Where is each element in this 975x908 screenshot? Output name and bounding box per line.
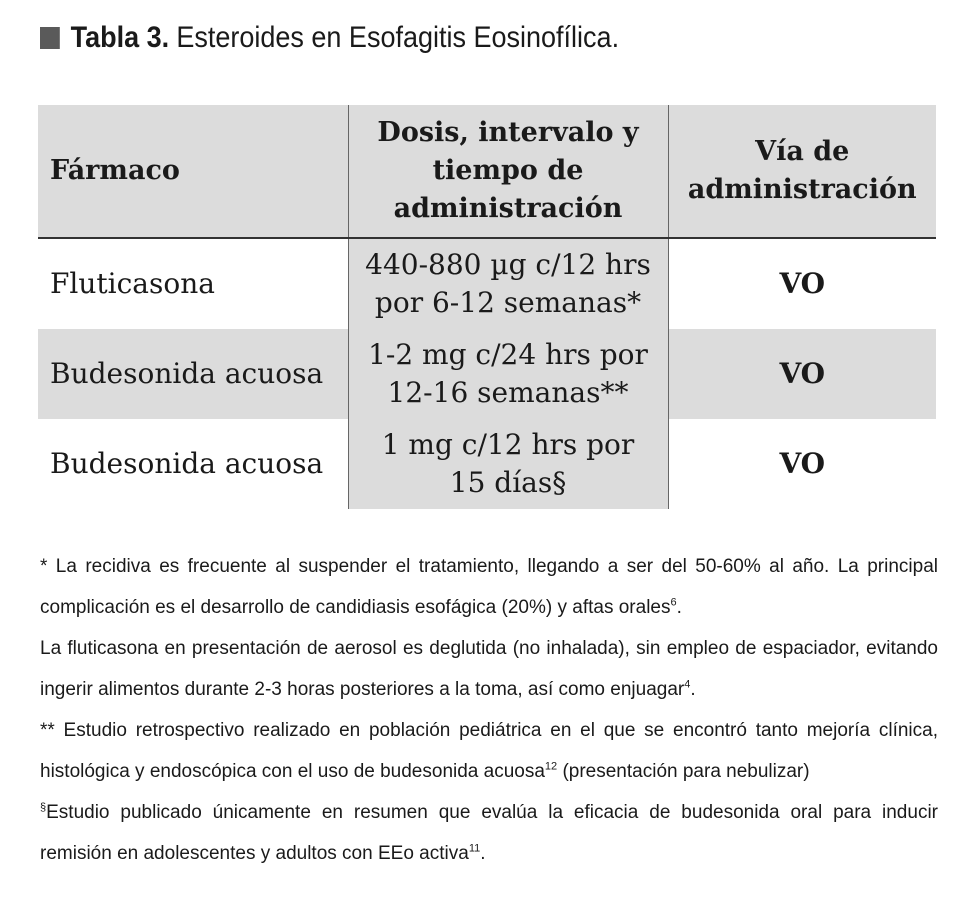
cell-farmaco: Budesonida acuosa xyxy=(38,329,348,419)
table-title xyxy=(40,18,619,58)
footnote-4: §Estudio publicado únicamente en resumen que evalúa la eficacia de budesonida oral para inducir remisión en adolescentes y adultos con EEo activa$^{11}$. xyxy=(40,801,938,864)
footnote-2: La fluticasona en presentación de aerosol es deglutida (no inhalada), sin empleo de espaciador, evitando ingerir alimentos durante 2-3 horas posteriores a la toma, así como enjuagar$^4$. xyxy=(40,638,938,700)
header-via: Vía de administración xyxy=(668,105,936,238)
table-row xyxy=(38,419,936,509)
cell-via: VO xyxy=(668,329,936,419)
table-header-row xyxy=(38,105,936,238)
cell-dosis: 1 mg c/12 hrs por 15 días§ xyxy=(348,419,668,509)
header-farmaco: Fármaco xyxy=(38,105,348,238)
cell-farmaco: Budesonida acuosa xyxy=(50,447,324,480)
footnotes xyxy=(40,546,938,874)
cell-dosis: 440-880 µg c/12 hrs por 6-12 semanas* xyxy=(348,238,668,329)
title-square-icon xyxy=(40,27,60,49)
table-row xyxy=(38,238,936,329)
title-label: Tabla 3. xyxy=(70,21,170,54)
cell-dosis: 1-2 mg c/24 hrs por 12-16 semanas** xyxy=(348,329,668,419)
table-row xyxy=(38,329,936,419)
footnote-3: ** Estudio retrospectivo realizado en población pediátrica en el que se encontró tanto mejoría clínica, histológica y endoscópica con el uso de budesonida acuosa$^{12}$ (presentación para nebulizar) xyxy=(40,720,938,782)
footnote-1: * La recidiva es frecuente al suspender el tratamiento, llegando a ser del 50-60% al año. La principal complicación es el desarrollo de candidiasis esofágica (20%) y aftas orales$^6$. xyxy=(40,556,938,618)
header-dosis: Dosis, intervalo y tiempo de administración xyxy=(348,105,668,238)
cell-farmaco: Fluticasona xyxy=(50,267,215,300)
steroids-table xyxy=(38,105,936,509)
cell-via: VO xyxy=(779,447,826,480)
cell-via: VO xyxy=(779,267,826,300)
title-text: Esteroides en Esofagitis Eosinofílica. xyxy=(176,21,620,54)
